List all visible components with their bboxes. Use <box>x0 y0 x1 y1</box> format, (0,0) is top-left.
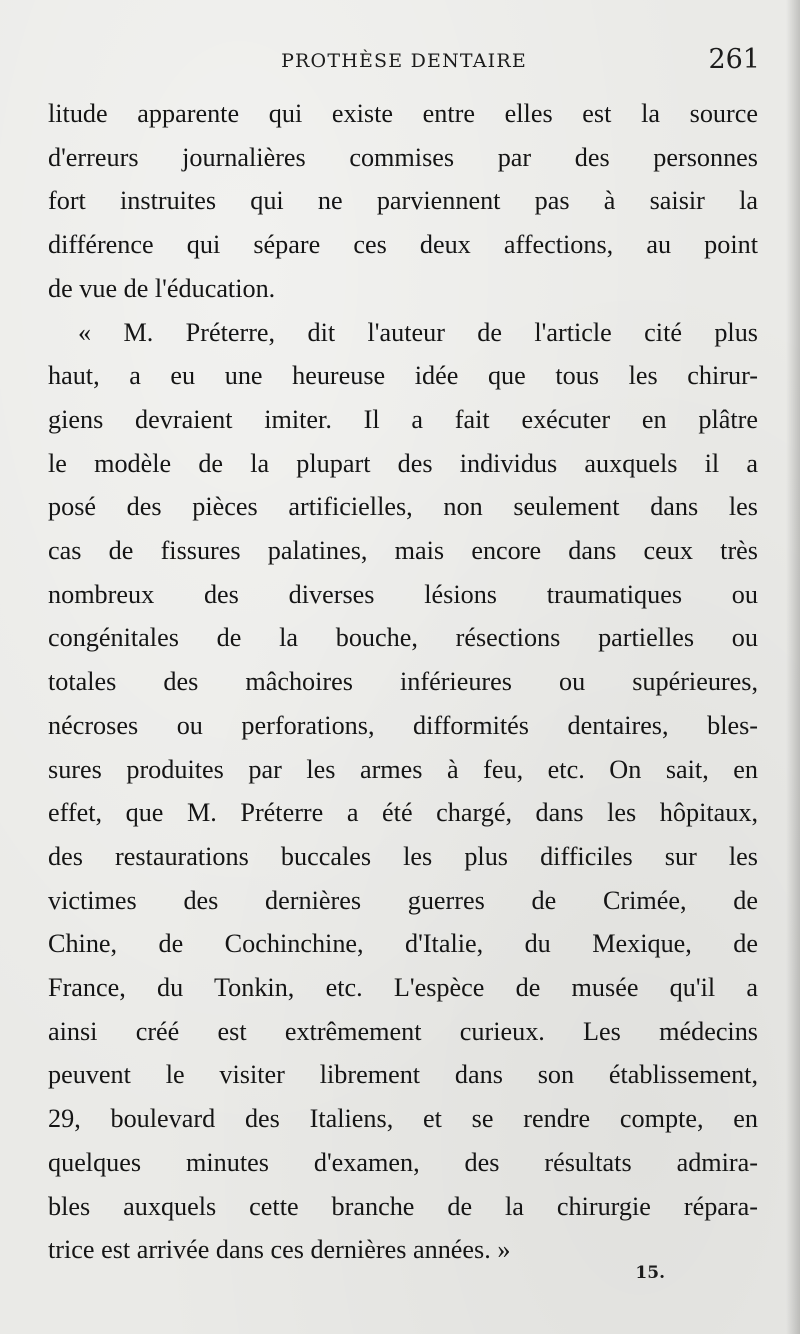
text-line: effet, que M. Préterre a été chargé, dans les hôpitaux, <box>48 798 758 828</box>
text-line: victimes des dernières guerres de Crimée, de <box>48 885 758 915</box>
page-header <box>48 44 760 84</box>
text-line: congénitales de la bouche, résections partielles ou <box>48 623 758 653</box>
text-line: sures produites par les armes à feu, etc. On sait, en <box>48 754 758 784</box>
text-line: nombreux des diverses lésions traumatiques ou <box>48 579 758 609</box>
text-line: totales des mâchoires inférieures ou supérieures, <box>48 667 758 697</box>
paragraph-1 <box>48 92 758 311</box>
text-line: 29, boulevard des Italiens, et se rendre compte, en <box>48 1104 758 1134</box>
text-line: haut, a eu une heureuse idée que tous les chirur- <box>48 361 758 391</box>
text-line: France, du Tonkin, etc. L'espèce de musée qu'il a <box>48 973 758 1003</box>
text-line: giens devraient imiter. Il a fait exécuter en plâtre <box>48 404 758 434</box>
text-line: trice est arrivée dans ces dernières années. » <box>48 1235 511 1265</box>
text-line: différence qui sépare ces deux affections, au point <box>48 230 758 260</box>
body-text <box>48 92 758 1272</box>
text-line: des restaurations buccales les plus difficiles sur les <box>48 841 758 871</box>
text-line: posé des pièces artificielles, non seulement dans les <box>48 492 758 522</box>
text-line: ainsi créé est extrêmement curieux. Les médecins <box>48 1016 758 1046</box>
text-line: de vue de l'éducation. <box>48 273 276 303</box>
text-line: cas de fissures palatines, mais encore dans ceux très <box>48 536 758 566</box>
text-line: fort instruites qui ne parviennent pas à saisir la <box>48 186 758 216</box>
page-edge-shadow <box>786 0 800 1334</box>
text-line: le modèle de la plupart des individus auxquels il a <box>48 448 758 478</box>
text-line: litude apparente qui existe entre elles est la source <box>48 99 758 128</box>
paragraph-2 <box>48 311 758 1272</box>
text-line: Chine, de Cochinchine, d'Italie, du Mexique, de <box>48 929 758 959</box>
running-title: PROTHÈSE DENTAIRE <box>281 50 527 72</box>
text-line: peuvent le visiter librement dans son établissement, <box>48 1060 758 1090</box>
signature-mark: 15. <box>635 1263 665 1283</box>
text-line: nécroses ou perforations, difformités dentaires, bles- <box>48 710 758 740</box>
text-line: bles auxquels cette branche de la chirurgie répara- <box>48 1191 758 1221</box>
page-number: 261 <box>708 44 760 75</box>
text-line: d'erreurs journalières commises par des personnes <box>48 142 758 172</box>
text-line: quelques minutes d'examen, des résultats admira- <box>48 1147 758 1177</box>
text-line: « M. Préterre, dit l'auteur de l'article cité plus <box>78 317 758 347</box>
